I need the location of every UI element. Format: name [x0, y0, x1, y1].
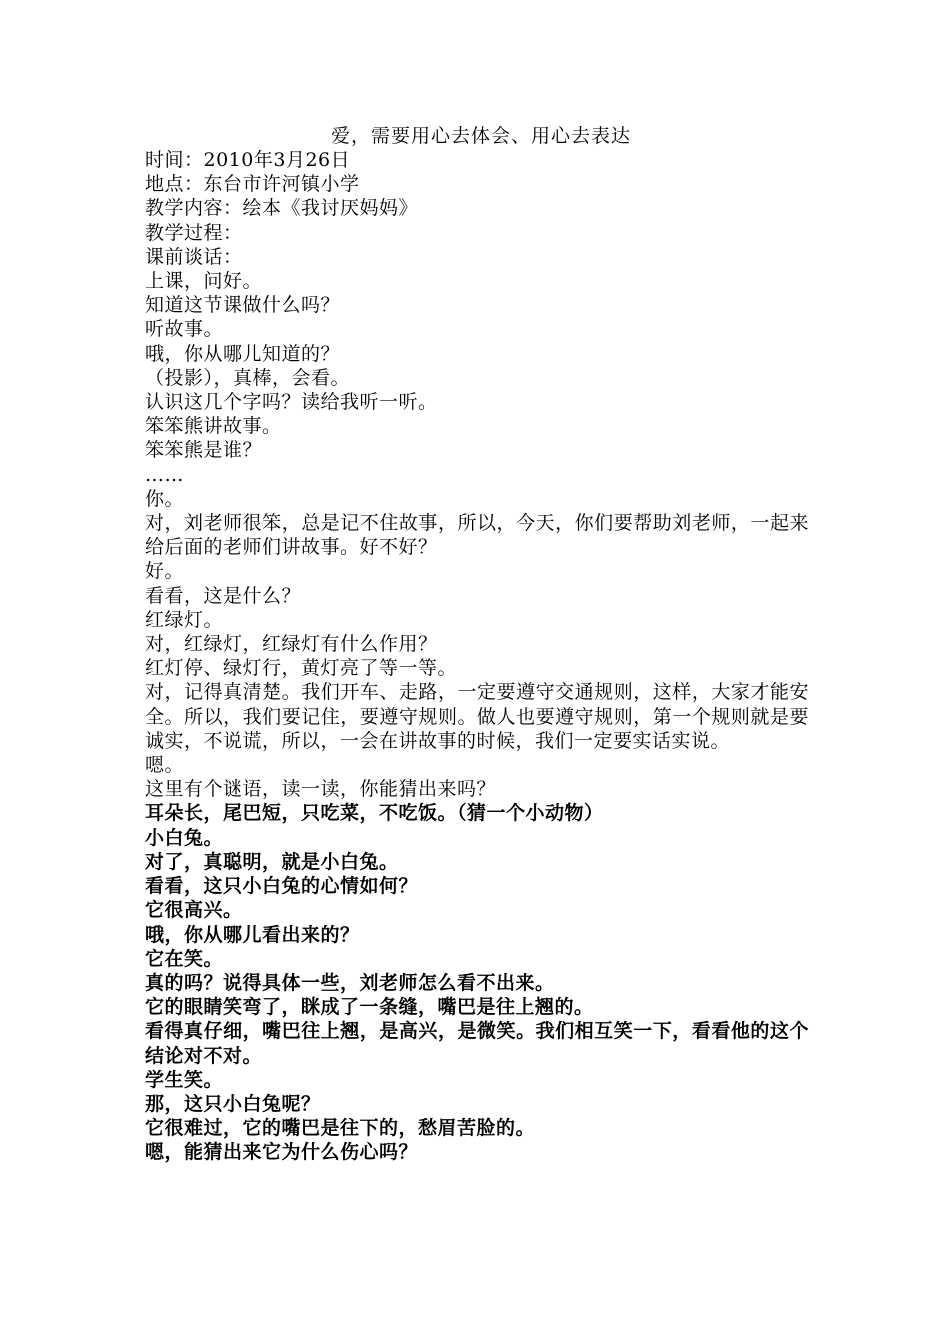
text-line: 学生笑。 — [145, 1068, 224, 1091]
text-line: 红灯停、绿灯行，黄灯亮了等一等。 — [145, 657, 458, 680]
text-line: 听故事。 — [145, 318, 224, 341]
document-lines — [145, 148, 809, 1165]
text-line: 看得真仔细，嘴巴往上翘，是高兴，是微笑。我们相互笑一下，看看他的这个结论对不对。 — [145, 1020, 809, 1067]
text-line: 对，记得真清楚。我们开车、走路，一定要遵守交通规则，这样，大家才能安全。所以，我们要记住，要遵守规则。做人也要遵守规则，第一个规则就是要诚实，不说谎，所以，一会在讲故事的时候，我们一定要实话实说。 — [145, 681, 809, 752]
text-line: 笨笨熊是谁？ — [145, 439, 263, 462]
text-line: 教学过程： — [145, 221, 243, 244]
text-line: 它很高兴。 — [145, 899, 243, 922]
text-line: 对了，真聪明，就是小白兔。 — [145, 850, 399, 873]
document-body — [145, 124, 809, 1165]
text-line: 这里有个谜语，读一读，你能猜出来吗？ — [145, 778, 497, 801]
text-line: 那，这只小白兔呢？ — [145, 1092, 321, 1115]
text-line: 对，红绿灯，红绿灯有什么作用？ — [145, 633, 438, 656]
text-line: 嗯。 — [145, 754, 185, 777]
text-line: 嗯，能猜出来它为什么伤心吗？ — [145, 1141, 419, 1164]
text-line: 认识这几个字吗？读给我听一听。 — [145, 391, 438, 414]
document-title: 爱，需要用心去体会、用心去表达 — [330, 125, 631, 147]
text-line: …… — [145, 463, 184, 486]
text-line: 你。 — [145, 487, 185, 510]
text-line: 真的吗？说得具体一些，刘老师怎么看不出来。 — [145, 971, 555, 994]
text-line: 知道这节课做什么吗？ — [145, 294, 341, 317]
text-line: 看看，这是什么？ — [145, 584, 302, 607]
text-line: 它很难过，它的嘴巴是往下的，愁眉苦脸的。 — [145, 1117, 536, 1140]
text-line: 小白兔。 — [145, 826, 224, 849]
text-line: 它的眼睛笑弯了，眯成了一条缝，嘴巴是往上翘的。 — [145, 996, 594, 1019]
text-line: 对，刘老师很笨，总是记不住故事，所以，今天，你们要帮助刘老师，一起来给后面的老师们讲故事。好不好？ — [145, 512, 809, 559]
text-line: 红绿灯。 — [145, 608, 224, 631]
text-line: 哦，你从哪儿看出来的？ — [145, 923, 360, 946]
text-line: 时间：2010年3月26日 — [145, 149, 351, 171]
text-line: 教学内容：绘本《我讨厌妈妈》 — [145, 197, 419, 220]
text-line: 课前谈话： — [145, 245, 243, 268]
text-line: 地点：东台市许河镇小学 — [145, 173, 360, 196]
text-line: 看看，这只小白兔的心情如何？ — [145, 875, 419, 898]
text-line: 哦，你从哪儿知道的？ — [145, 342, 341, 365]
text-line: 上课，问好。 — [145, 270, 263, 293]
text-line: 笨笨熊讲故事。 — [145, 415, 282, 438]
text-line: （投影），真棒，会看。 — [145, 366, 351, 389]
text-line: 耳朵长，尾巴短，只吃菜，不吃饭。（猜一个小动物） — [145, 802, 604, 825]
text-line: 它在笑。 — [145, 947, 224, 970]
text-line: 好。 — [145, 560, 185, 583]
